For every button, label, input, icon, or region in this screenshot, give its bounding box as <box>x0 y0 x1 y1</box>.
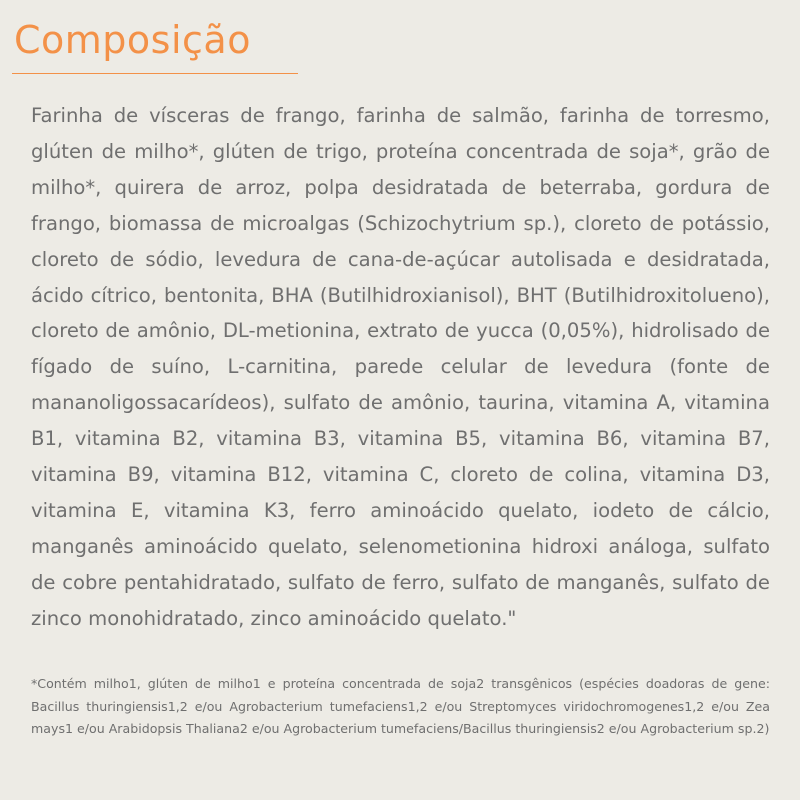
ingredients-paragraph: Farinha de vísceras de frango, farinha de salmão, farinha de torresmo, glúten de milho*, glúten de trigo, proteína concentrada de soja*, grão de milho*, quirera de arroz, polpa desidratada de beterraba, gordura de frango, biomassa de microalgas (Schizochytrium sp.), cloreto de potássio, cloreto de sódio, levedura de cana-de-açúcar autolisada e desidratada, ácido cítrico, bentonita, BHA (Butilhidroxianisol), BHT (Butilhidroxitolueno), cloreto de amônio, DL-metionina, extrato de yucca (0,05%), hidrolisado de fígado de suíno, L-carnitina, parede celular de levedura (fonte de mananoligossacarídeos), sulfato de amônio, taurina, vitamina A, vitamina B1, vitamina B2, vitamina B3, vitamina B5, vitamina B6, vitamina B7, vitamina B9, vitamina B12, vitamina C, cloreto de colina, vitamina D3, vitamina E, vitamina K3, ferro aminoácido quelato, iodeto de cálcio, manganês aminoácido quelato, selenometionina hidroxi análoga, sulfato de cobre pentahidratado, sulfato de ferro, sulfato de manganês, sulfato de zinco monohidratado, zinco aminoácido quelato." <box>31 104 770 630</box>
transgenic-footnote: *Contém milho1, glúten de milho1 e proteína concentrada de soja2 transgênicos (espécies doadoras de gene: Bacillus thuringiensis1,2 e/ou Agrobacterium tumefaciens1,2 e/ou Streptomyces viridochromogenes1,2 e/ou Zea mays1 e/ou Arabidopsis Thaliana2 e/ou Agrobacterium tumefaciens/Bacillus thuringiensis2 e/ou Agrobacterium sp.2) <box>31 676 770 737</box>
section-title: Composição <box>14 18 251 62</box>
title-underline <box>12 73 298 74</box>
